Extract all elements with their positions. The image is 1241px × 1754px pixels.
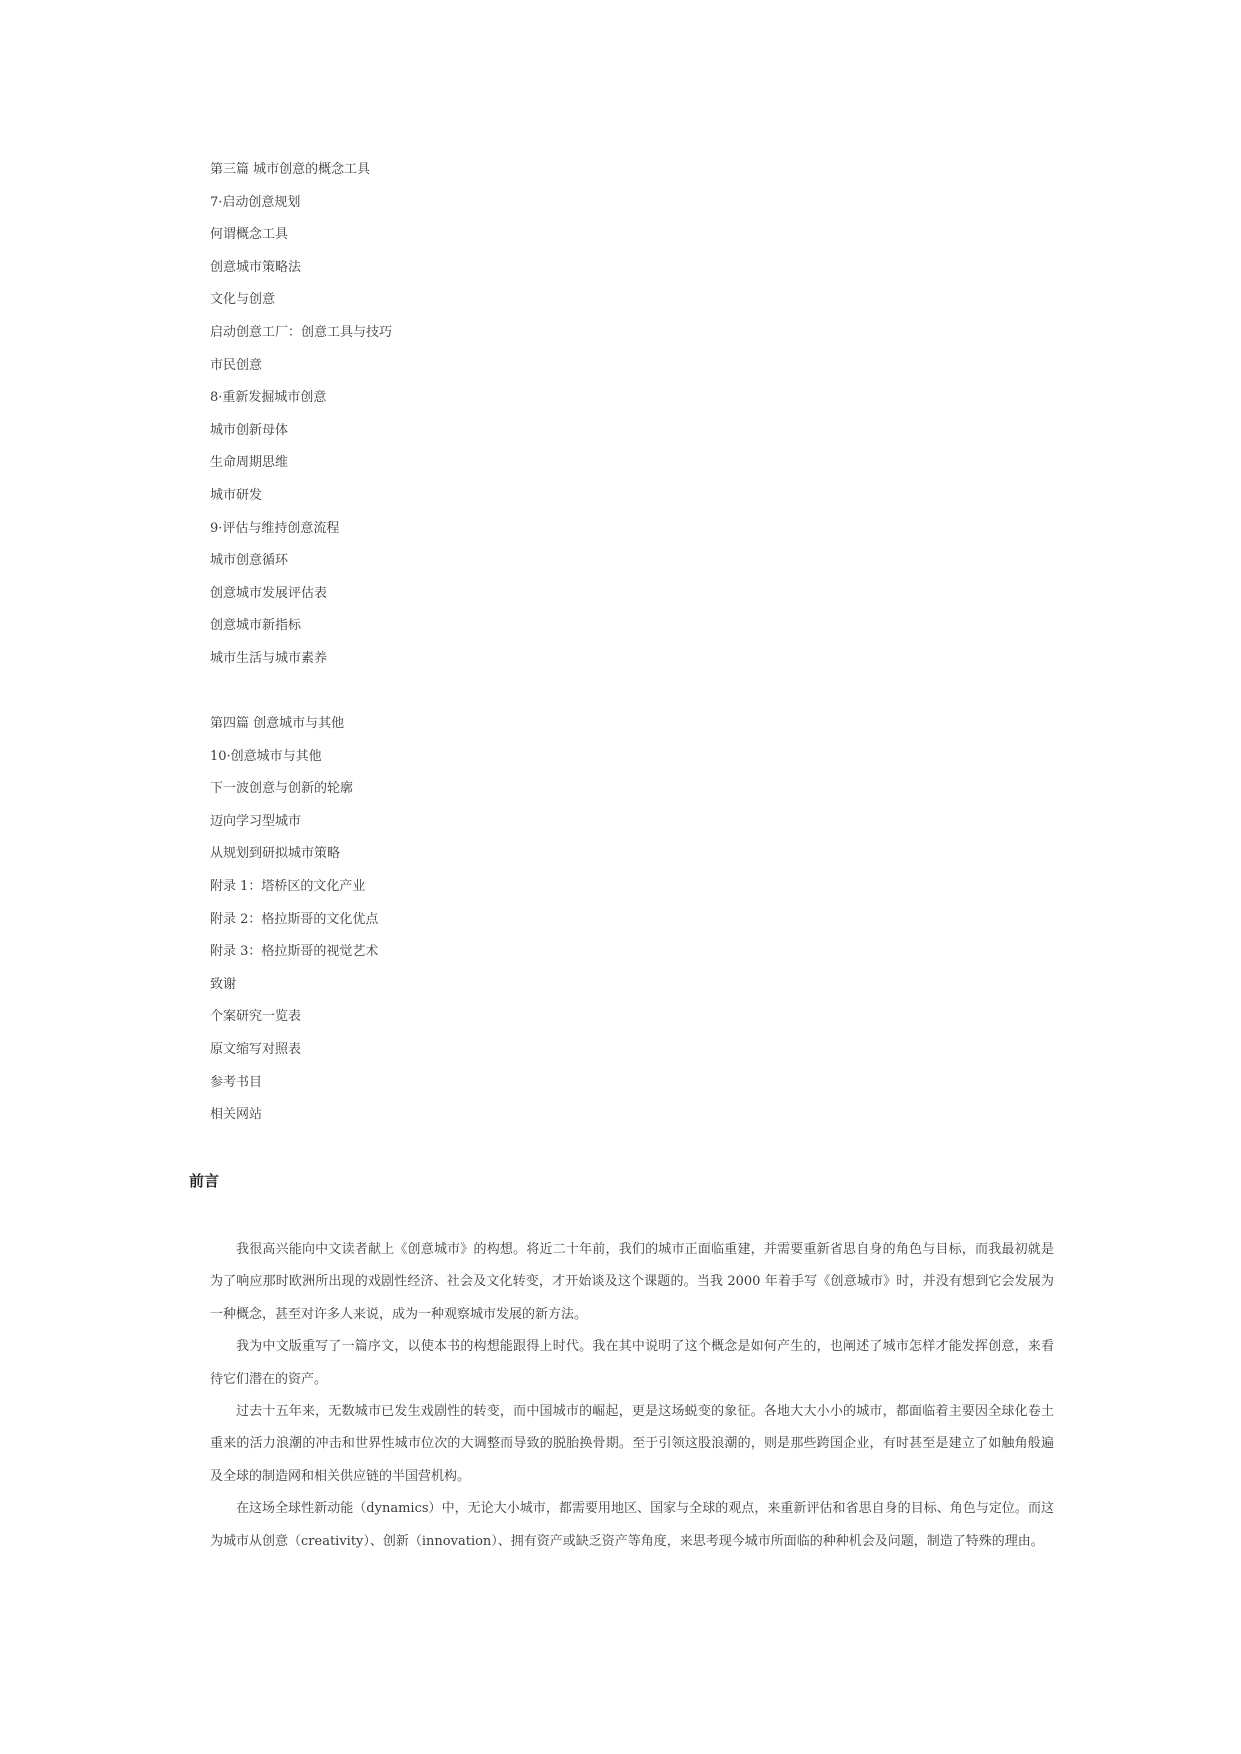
toc-entry: 迈向学习型城市 [210, 813, 302, 829]
toc-entry: 从规划到研拟城市策略 [210, 846, 341, 862]
toc-entry: 致谢 [210, 976, 237, 992]
preface-paragraph: 我为中文版重写了一篇序文，以使本书的构想能跟得上时代。我在其中说明了这个概念是如何产生的，也阐述了城市怎样才能发挥创意，来看待它们潜在的资产。 [210, 1339, 1054, 1387]
toc-entry: 个案研究一览表 [210, 1009, 302, 1025]
toc-entry: 文化与创意 [210, 292, 276, 308]
toc-entry: 创意城市新指标 [210, 618, 302, 634]
toc-entry: 7·启动创意规划 [210, 194, 301, 210]
toc-entry: 附录 3：格拉斯哥的视觉艺术 [210, 944, 379, 960]
toc-spacer [210, 676, 392, 709]
toc-entry: 附录 1：塔桥区的文化产业 [210, 879, 366, 895]
toc-entry: 附录 2：格拉斯哥的文化优点 [210, 911, 379, 927]
toc-entry: 创意城市策略法 [210, 259, 302, 275]
toc-entry: 原文缩写对照表 [210, 1042, 302, 1058]
toc-entry: 第四篇 创意城市与其他 [210, 716, 345, 732]
toc-entry: 城市创意循环 [210, 553, 289, 569]
toc-entry: 10·创意城市与其他 [210, 748, 322, 764]
toc-entry: 下一波创意与创新的轮廓 [210, 781, 354, 797]
toc-entry: 启动创意工厂：创意工具与技巧 [210, 324, 393, 340]
toc-entry: 参考书目 [210, 1074, 263, 1090]
preface-paragraph: 我很高兴能向中文读者献上《创意城市》的构想。将近二十年前，我们的城市正面临重建，并需要重新省思自身的角色与目标，而我最初就是为了响应那时欧洲所出现的戏剧性经济、社会及文化转变，才开始谈及这个课题的。当我 2000 年着手写《创意城市》时，并没有想到它会发展为一种概念，甚至对许多人来说，成为一种观察城市发展的新方法。 [210, 1242, 1054, 1322]
toc-entry: 城市生活与城市素养 [210, 650, 328, 666]
preface-paragraph: 过去十五年来，无数城市已发生戏剧性的转变，而中国城市的崛起，更是这场蜕变的象征。各地大大小小的城市，都面临着主要因全球化卷土重来的活力浪潮的冲击和世界性城市位次的大调整而导致的脱胎换骨期。至于引领这股浪潮的，则是那些跨国企业，有时甚至是建立了如触角般遍及全球的制造网和相关供应链的半国营机构。 [210, 1404, 1054, 1484]
toc-entry: 城市创新母体 [210, 422, 289, 438]
toc-entry: 城市研发 [210, 487, 263, 503]
toc-entry: 相关网站 [210, 1107, 263, 1123]
preface-heading: 前言 [189, 1172, 220, 1190]
toc-entry: 何谓概念工具 [210, 227, 289, 243]
table-of-contents [210, 154, 392, 1132]
preface-paragraph: 在这场全球性新动能（dynamics）中，无论大小城市，都需要用地区、国家与全球的观点，来重新评估和省思自身的目标、角色与定位。而这为城市从创意（creativity）、创新（innovation）、拥有资产或缺乏资产等角度，来思考现今城市所面临的种种机会及问题，制造了特殊的理由。 [210, 1501, 1054, 1549]
toc-entry: 创意城市发展评估表 [210, 585, 328, 601]
toc-entry: 9·评估与维持创意流程 [210, 520, 340, 536]
toc-entry: 8·重新发掘城市创意 [210, 390, 327, 406]
preface-body [210, 1234, 1054, 1558]
toc-entry: 生命周期思维 [210, 455, 289, 471]
toc-entry: 第三篇 城市创意的概念工具 [210, 162, 371, 177]
toc-entry: 市民创意 [210, 357, 263, 373]
